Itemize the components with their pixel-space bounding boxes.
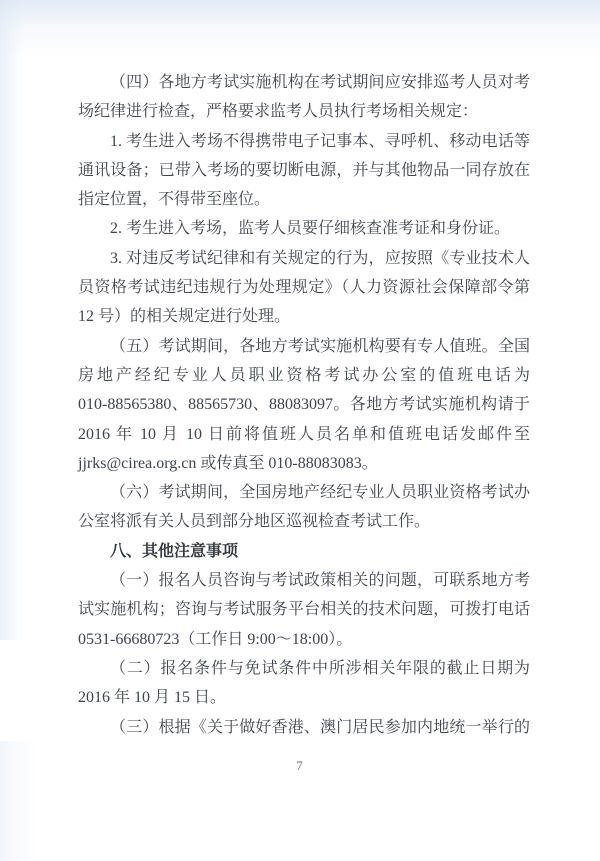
text-line: （二）报名条件与免试条件中所涉相关年限的截止日期为: [110, 659, 530, 677]
text-line: 2016 年 10 月 15 日。: [78, 689, 227, 707]
scan-edge-tint-top: [0, 0, 600, 58]
text-line: 2016 年 10 月 10 日前将值班人员名单和值班电话发邮件至: [78, 425, 530, 443]
text-line: （四）各地方考试实施机构在考试期间应安排巡考人员对考: [110, 74, 530, 91]
text-line: 0531-66680723（工作日 9:00～18:00）。: [78, 630, 353, 648]
page-number: 7: [296, 758, 304, 773]
text-line: 员资格考试违纪违规行为处理规定》（人力资源社会保障部令第: [78, 279, 530, 297]
text-line: 场纪律进行检查，严格要求监考人员执行考场相关规定：: [78, 103, 479, 121]
text-line: 2. 考生进入考场，监考人员要仔细核查准考证和身份证。: [110, 220, 511, 238]
text-line: 3. 对违反考试纪律和有关规定的行为，应按照《专业技术人: [110, 249, 530, 267]
text-line: 12 号）的相关规定进行处理。: [78, 308, 291, 326]
text-line: 指定位置，不得带至座位。: [78, 191, 271, 209]
text-line: 公室将派有关人员到部分地区巡视检查考试工作。: [78, 513, 431, 531]
section-heading: 八、其他注意事项: [110, 542, 239, 560]
text-line: 房地产经纪专业人员职业资格考试办公室的值班电话为: [78, 366, 530, 384]
document-text-block: [78, 68, 530, 742]
text-line: （三）根据《关于做好香港、澳门居民参加内地统一举行的: [110, 718, 530, 736]
text-line: （六）考试期间，全国房地产经纪专业人员职业资格考试办: [110, 484, 530, 502]
text-line: jjrks@cirea.org.cn 或传真至 010-88083083。: [78, 454, 378, 472]
text-line: 1. 考生进入考场不得携带电子记事本、寻呼机、移动电话等: [110, 132, 530, 150]
scan-edge-tint-left: [0, 0, 24, 640]
text-line: 010-88565380、88565730、88083097。各地方考试实施机构请于: [78, 396, 530, 414]
text-line: （五）考试期间，各地方考试实施机构要有专人值班。全国: [110, 337, 530, 355]
text-line: 通讯设备；已带入考场的要切断电源，并与其他物品一同存放在: [78, 161, 530, 179]
page-footer: [0, 757, 600, 775]
text-line: （一）报名人员咨询与考试政策相关的问题，可联系地方考: [110, 572, 530, 590]
text-line: 试实施机构；咨询与考试服务平台相关的技术问题，可拨打电话: [78, 601, 530, 619]
